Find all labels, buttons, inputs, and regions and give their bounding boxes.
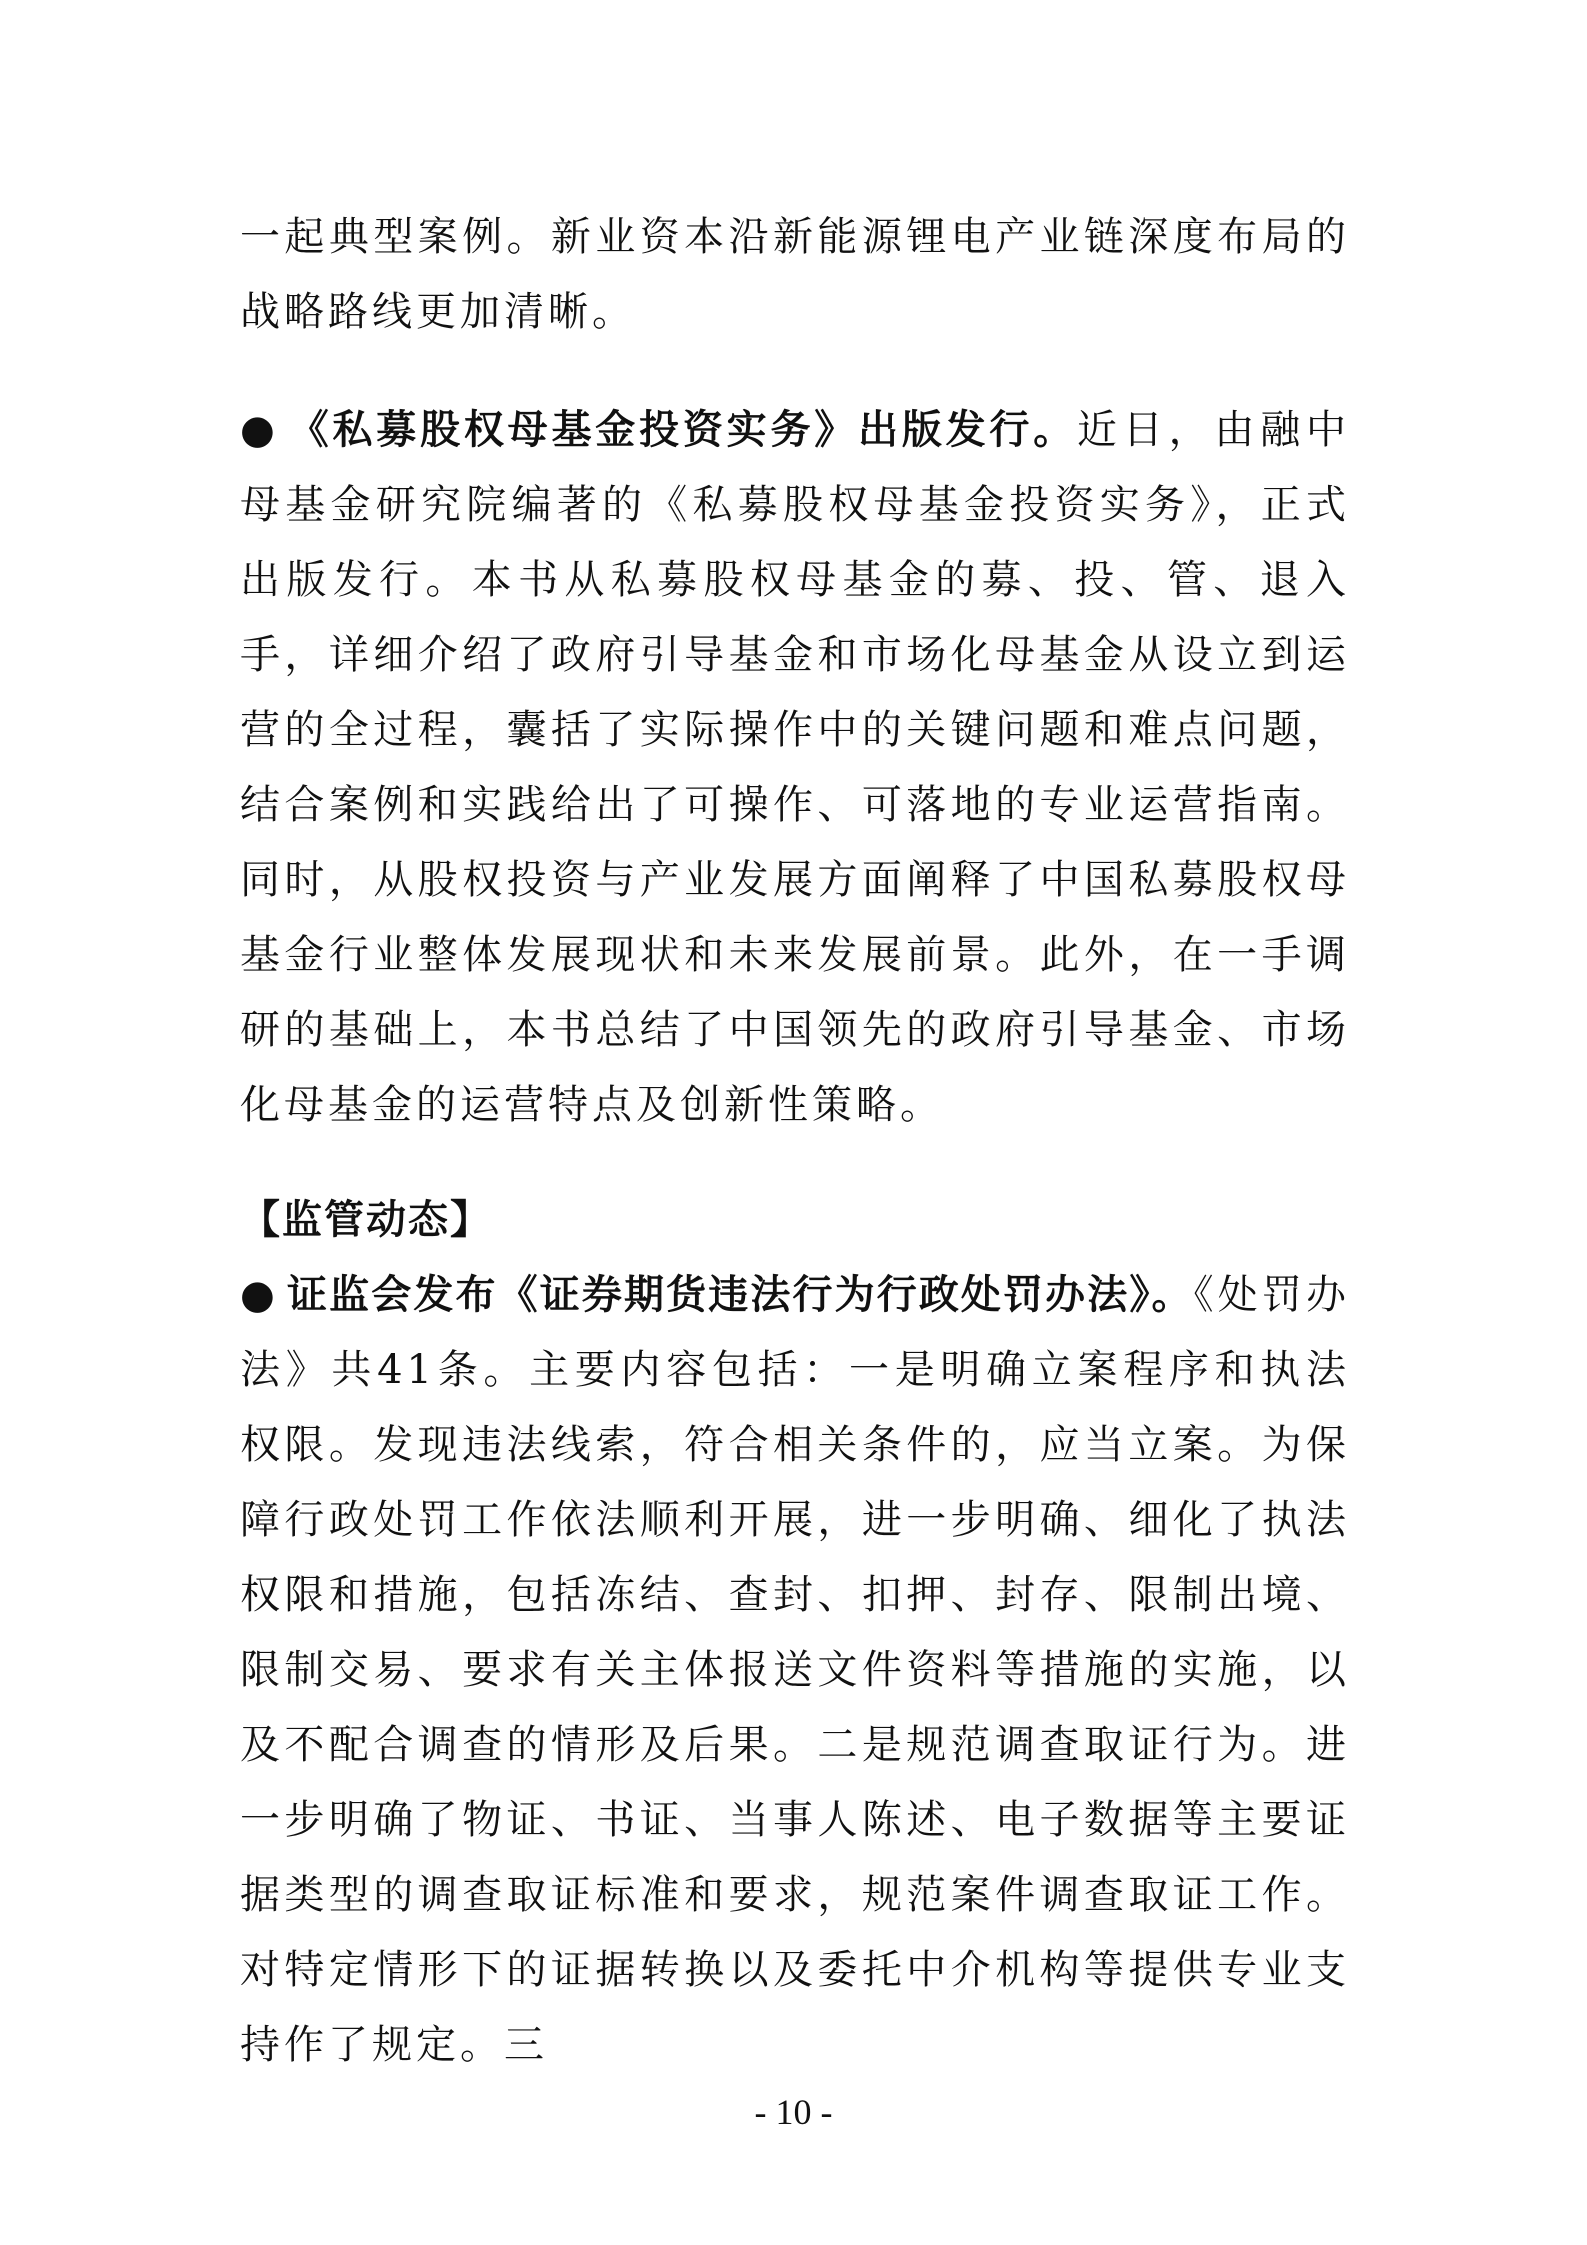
paragraph-csrc-regulation [240, 1258, 1350, 2083]
bullet-icon: ● [240, 1272, 280, 1318]
document-body [240, 200, 1350, 2083]
bullet-icon: ● [240, 407, 281, 453]
paragraph-text: 《处罚办法》共41条。主要内容包括：一是明确立案程序和执法权限。发现违法线索，符合相关条件的，应当立案。为保障行政处罚工作依法顺利开展，进一步明确、细化了执法权限和措施，包括冻结、查封、扣押、封存、限制出境、限制交易、要求有关主体报送文件资料等措施的实施，以及不配合调查的情形及后果。二是规范调查取证行为。进一步明确了物证、书证、当事人陈述、电子数据等主要证据类型的调查取证标准和要求，规范案件调查取证工作。对特定情形下的证据转换以及委托中介机构等提供专业支持作了规定。三 [240, 1272, 1351, 2068]
paragraph-text: 一起典型案例。新业资本沿新能源锂电产业链深度布局的战略路线更加清晰。 [240, 214, 1350, 335]
paragraph-fof-book [240, 393, 1350, 1143]
paragraph-lithium-case [240, 200, 1350, 350]
paragraph-title: 《私募股权母基金投资实务》出版发行。 [288, 407, 1078, 453]
section-heading: 【监管动态】 [240, 1197, 492, 1243]
page-number: - 10 - [754, 2092, 833, 2132]
paragraph-title: 证监会发布《证券期货违法行为行政处罚办法》。 [287, 1272, 1194, 1318]
paragraph-text: 近日，由融中母基金研究院编著的《私募股权母基金投资实务》，正式出版发行。本书从私募股权母基金的募、投、管、退入手，详细介绍了政府引导基金和市场化母基金从设立到运营的全过程，囊括了实际操作中的关键问题和难点问题，结合案例和实践给出了可操作、可落地的专业运营指南。同时，从股权投资与产业发展方面阐释了中国私募股权母基金行业整体发展现状和未来发展前景。此外，在一手调研的基础上，本书总结了中国领先的政府引导基金、市场化母基金的运营特点及创新性策略。 [240, 407, 1351, 1128]
